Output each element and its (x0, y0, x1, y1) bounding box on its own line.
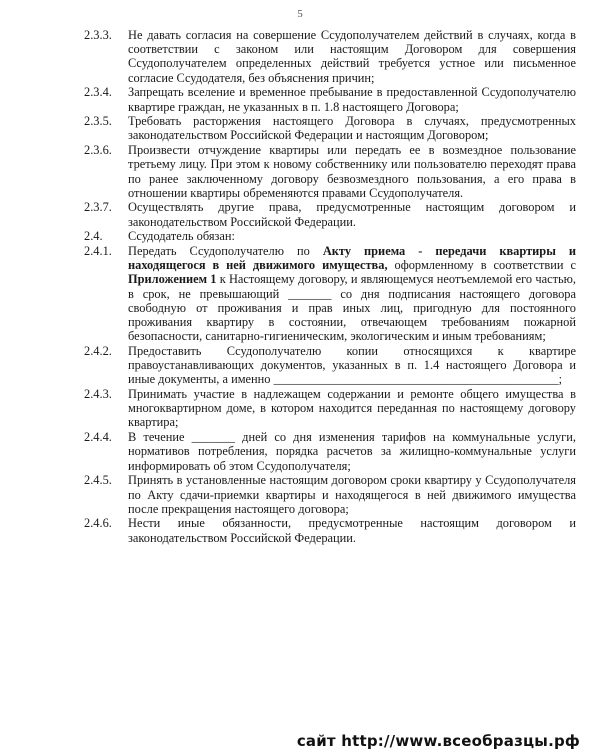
clause-text: Осуществлять другие права, предусмотренные настоящим договором и законодательством Российской Федерации. (128, 200, 576, 229)
clause (84, 143, 576, 200)
clause (84, 200, 576, 228)
clause-number: 2.3.3. (84, 28, 112, 42)
clause (84, 473, 576, 516)
clause-number: 2.3.5. (84, 114, 112, 129)
clause-number: 2.4.4. (84, 430, 112, 445)
clause (84, 430, 576, 473)
clause-text: Запрещать вселение и временное пребывание в предоставленной Ссудополучателю квартире граждан, не указанных в п. 1.8 настоящего Договора; (128, 85, 576, 114)
clause-text: Предоставить Ссудополучателю копии относящихся к квартире правоустанавливающих документов, указанных в п. 1.4 настоящего Договора и иные документы, а именно ______________________________________________; (128, 343, 576, 387)
clause (84, 229, 576, 243)
clause (84, 244, 576, 343)
clause-number: 2.4. (84, 229, 103, 244)
clause-text: Принять в установленные настоящим договором сроки квартиру у Ссудополучателя по Акту сдачи-приемки квартиры и находящегося в ней движимого имущества после прекращения настоящего договора; (128, 473, 576, 516)
clause-number: 2.3.6. (84, 143, 112, 158)
clause-number: 2.4.2. (84, 343, 112, 358)
clause (84, 114, 576, 142)
clause-text: Нести иные обязанности, предусмотренные настоящим договором и законодательством Российской Федерации. (128, 516, 576, 545)
clause-text: Ссудодатель обязан: (128, 229, 235, 244)
clause-text: Передать Ссудополучателю по Акту приема - передачи квартиры и находящегося в ней движимого имущества, оформленному в соответствии с Приложением 1 к Настоящему договору, и являющемуся неотъемлемой его частью, в срок, не превышающий _______ со дня подписания настоящего договора свободную от проживания и прав иных лиц, пригодную для постоянного проживания квартиру в состоянии, отвечающем требованиям пожарной безопасности, санитарно-гигиеническим, экологическим и иным требованиям; (128, 244, 577, 344)
site-watermark: сайт http://www.всеобразцы.рф (296, 732, 580, 750)
clause-number: 2.4.3. (84, 387, 112, 402)
clause-text: Не давать согласия на совершение Ссудополучателем действий в случаях, когда в соответствии с законом или настоящим Договором для совершения Ссудополучателем определенных действий требуется устное или письменное согласие Ссудодателя, без объяснения причин; (128, 28, 576, 85)
clause (84, 85, 576, 113)
clause-text: В течение _______ дней со дня изменения тарифов на коммунальные услуги, нормативов потребления, порядка расчетов за жилищно-коммунальные услуги информировать об этом Ссудополучателя; (128, 430, 576, 473)
page-number: 5 (297, 8, 303, 20)
clause-text: Принимать участие в надлежащем содержании и ремонте общего имущества в многоквартирном доме, в котором находится переданная по настоящему договору квартира; (128, 387, 576, 430)
clause (84, 387, 576, 430)
clause (84, 28, 576, 85)
document-body (84, 28, 576, 545)
clause-number: 2.4.6. (84, 516, 112, 531)
clause (84, 516, 576, 544)
clause-text: Требовать расторжения настоящего Договора в случаях, предусмотренных законодательством Российской Федерации и настоящим Договором; (128, 114, 576, 143)
clause-number: 2.4.5. (84, 473, 112, 488)
clause-text: Произвести отчуждение квартиры или передать ее в возмездное пользование третьему лицу. При этом к новому собственнику или пользователю переходят права по ранее заключенному договору безвозмездного пользования, а его права в отношении квартиры обременяются правами Ссудополучателя. (128, 143, 576, 200)
clause-number: 2.3.4. (84, 85, 112, 100)
clause-number: 2.4.1. (84, 244, 112, 259)
clause (84, 344, 576, 387)
clause-number: 2.3.7. (84, 200, 112, 215)
